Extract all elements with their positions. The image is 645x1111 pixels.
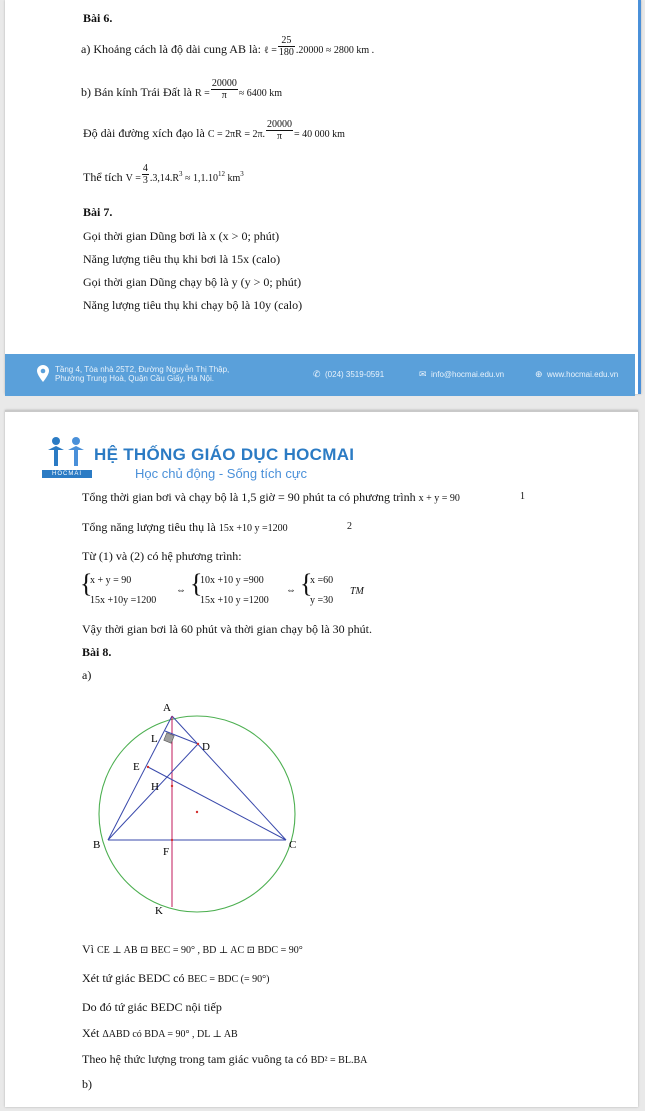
frac-num: 25 <box>278 35 295 47</box>
bai6-a-lhs: ℓ = <box>263 45 277 56</box>
point-f <box>171 839 173 841</box>
frac-den: π <box>221 89 227 101</box>
frac-den: 180 <box>278 46 294 58</box>
equator-rhs: = 40 000 km <box>294 129 345 140</box>
label-c: C <box>289 839 297 851</box>
system-3-brace: { <box>300 569 313 598</box>
bai7-line-1: Gọi thời gian Dũng bơi là x (x > 0; phút) <box>83 229 280 243</box>
system-1-brace: { <box>80 569 93 598</box>
bai6-a-line <box>81 34 375 58</box>
volume-unit: km <box>225 173 241 184</box>
system-2-top: 10x +10 y =900 <box>200 575 264 586</box>
bai6-a-rhs: .20000 ≈ 2800 km . <box>295 45 375 56</box>
p2-line-3: Từ (1) và (2) có hệ phương trình: <box>82 549 242 563</box>
proof-4-lead: Xét <box>82 1026 100 1040</box>
globe-icon: ⊕ <box>535 369 543 379</box>
p2-line-2-expr: 15x +10 y =1200 <box>218 523 288 534</box>
system-1-bottom: 15x +10y =1200 <box>90 595 157 606</box>
label-f: F <box>163 846 170 858</box>
proof-1-expr: CE ⊥ AB ⊡ BEC = 90° , BD ⊥ AC ⊡ BDC = 90° <box>97 945 303 956</box>
p2-line-1 <box>82 490 460 506</box>
p2-line-1-expr: x + y = 90 <box>418 493 460 504</box>
p2-line-2-text: Tổng năng lượng tiêu thụ là <box>82 520 216 534</box>
system-3-bottom: y =30 <box>310 595 334 606</box>
footer-website[interactable]: www.hocmai.edu.vn <box>547 370 619 379</box>
bai6-b-rhs: ≈ 6400 km <box>238 88 283 99</box>
label-d: D <box>202 741 210 753</box>
bai7-line-3: Gọi thời gian Dũng chạy bộ là y (y > 0; phút) <box>83 275 302 289</box>
equiv-2: ⇔ <box>286 585 296 596</box>
volume-lhs: V = <box>125 173 141 184</box>
frac-den: π <box>277 130 283 142</box>
brand-title: HỆ THỐNG GIÁO DỤC HOCMAI <box>94 445 355 464</box>
label-l: L <box>151 733 158 745</box>
bai6-title: Bài 6. <box>83 11 113 25</box>
label-a: A <box>163 702 171 714</box>
bai6-b-line <box>81 77 283 101</box>
volume-exp-3: 3 <box>240 170 244 178</box>
p2-line-2 <box>82 520 288 536</box>
footer-email[interactable]: info@hocmai.edu.vn <box>431 370 505 379</box>
label-k: K <box>155 905 163 917</box>
footer-address-1: Tầng 4, Tòa nhà 25T2, Đường Nguyễn Thị Thập, <box>55 365 230 374</box>
bai7-line-2: Năng lượng tiêu thụ khi bơi là 15x (calo) <box>83 252 281 266</box>
system-2-brace: { <box>190 569 203 598</box>
system-2-bottom: 15x +10 y =1200 <box>200 595 269 606</box>
p2-conclusion: Vậy thời gian bơi là 60 phút và thời gian chạy bộ là 30 phút. <box>82 622 372 636</box>
point-h <box>171 785 173 787</box>
bai8-part-a: a) <box>82 668 92 682</box>
equator-text: Độ dài đường xích đạo là <box>83 126 205 140</box>
tm-label: TM <box>350 586 364 597</box>
bai6-b-lhs: R = <box>195 88 210 99</box>
proof-5-lead: Theo hệ thức lượng trong tam giác vuông ta có <box>82 1052 308 1066</box>
bai7-title: Bài 7. <box>83 205 113 219</box>
proof-line-5 <box>82 1052 367 1068</box>
proof-2-lead: Xét tứ giác BEDC có <box>82 971 185 985</box>
footer-address-2: Phường Trung Hoà, Quận Cầu Giấy, Hà Nội. <box>55 374 214 383</box>
side-ac <box>172 716 286 840</box>
p2-line-1-text: Tổng thời gian bơi và chạy bộ là 1,5 giờ = 90 phút ta có phương trình <box>82 490 416 504</box>
volume-fraction <box>142 163 149 186</box>
system-3-top: x =60 <box>310 575 334 586</box>
proof-5-expr: BD² = BL.BA <box>310 1055 368 1066</box>
proof-line-1 <box>82 942 303 958</box>
label-e: E <box>133 761 140 773</box>
location-pin-icon <box>37 365 49 382</box>
equator-line <box>83 118 345 142</box>
proof-2-expr: BEC = BDC (= 90°) <box>187 974 270 985</box>
equiv-1: ⇔ <box>176 585 186 596</box>
bai6-a-text: a) Khoảng cách là độ dài cung AB là: <box>81 42 261 56</box>
proof-line-3: Do đó tứ giác BEDC nội tiếp <box>82 1000 222 1014</box>
equator-lhs: C = 2πR = 2π. <box>207 129 266 140</box>
proof-line-2 <box>82 971 269 987</box>
proof-4-expr: ΔABD có BDA = 90° , DL ⊥ AB <box>102 1029 238 1040</box>
phone-icon: ✆ <box>313 369 321 379</box>
point-e <box>147 766 149 768</box>
eq-number-1: 1 <box>520 491 525 502</box>
bai6-b-fraction <box>211 78 238 101</box>
bai6-b-text: b) Bán kính Trái Đất là <box>81 85 192 99</box>
volume-exp-2: 12 <box>218 170 226 178</box>
hocmai-logo-icon <box>46 436 90 468</box>
equator-fraction <box>266 119 293 142</box>
label-h: H <box>151 781 159 793</box>
volume-text: Thể tích <box>83 170 123 184</box>
frac-num: 20000 <box>267 118 293 130</box>
label-b: B <box>93 839 101 851</box>
page-footer <box>5 354 635 396</box>
volume-exp-1: 3 <box>179 170 183 178</box>
frac-num: 20000 <box>211 77 237 89</box>
bai8-title: Bài 8. <box>82 645 112 659</box>
brand-badge: HOCMAI <box>42 470 92 478</box>
center-dot <box>196 811 198 813</box>
point-d <box>197 743 199 745</box>
volume-rhs: .3,14.R <box>149 173 180 184</box>
email-icon: ✉ <box>419 369 427 379</box>
geometry-figure <box>85 695 315 925</box>
document-page-1 <box>5 0 641 394</box>
bai7-line-4: Năng lượng tiêu thụ khi chạy bộ là 10y (calo) <box>83 298 303 312</box>
frac-den: 3 <box>142 174 148 186</box>
volume-mid: ≈ 1,1.10 <box>182 173 219 184</box>
eq-number-2: 2 <box>347 521 352 532</box>
proof-1-lead: Vì <box>82 942 94 956</box>
bai8-part-b: b) <box>82 1077 92 1091</box>
system-1-top: x + y = 90 <box>90 575 132 586</box>
bai6-a-fraction <box>278 35 295 58</box>
footer-phone: (024) 3519-0591 <box>325 370 385 379</box>
proof-line-4 <box>82 1026 238 1042</box>
volume-line <box>83 162 244 186</box>
altitude-ce <box>148 767 286 840</box>
frac-num: 4 <box>142 162 148 174</box>
brand-slogan: Học chủ động - Sống tích cực <box>135 466 308 481</box>
